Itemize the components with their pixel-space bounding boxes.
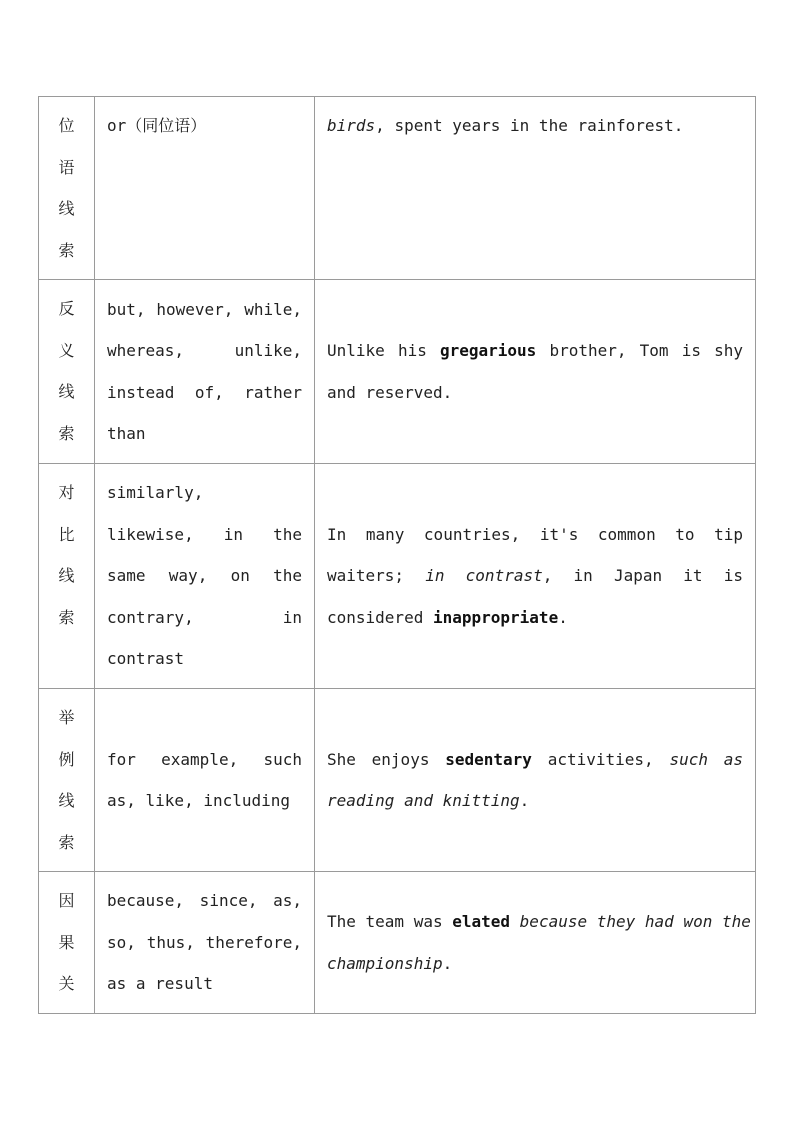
sentence-text: and reserved. (327, 382, 453, 402)
table-row (39, 689, 756, 872)
example-sentence-cell (315, 689, 756, 872)
sentence-text: . (558, 607, 568, 627)
clue-type-char: 反 (58, 299, 75, 318)
table-row (39, 872, 756, 1014)
target-word: gregarious (439, 341, 537, 360)
clue-type-char: 线 (58, 382, 75, 401)
clue-type-char: 索 (58, 240, 75, 260)
clue-phrase: in contrast (425, 566, 543, 586)
sentence-text: Unlike his (327, 341, 440, 360)
clue-type-cell (39, 97, 95, 280)
example-line (327, 105, 743, 147)
example-sentence-cell (315, 464, 756, 689)
clue-phrase: because they had won the (519, 912, 751, 931)
clue-type-char: 因 (58, 891, 75, 910)
example-line (327, 901, 751, 943)
example-line (327, 597, 743, 639)
signal-words-line: likewise, in the (107, 524, 302, 544)
clue-type-char: 义 (58, 340, 75, 360)
clue-type-char: 例 (58, 749, 75, 769)
sentence-text: . (519, 791, 530, 810)
signal-words-cell (95, 464, 315, 689)
target-word: elated (452, 912, 511, 931)
sentence-text: . (442, 953, 453, 973)
context-clues-table (38, 96, 756, 1014)
example-line (327, 555, 743, 597)
signal-words-line: as a result (107, 974, 213, 994)
clue-type-char: 举 (58, 708, 75, 727)
clue-phrase: reading and knitting (327, 791, 520, 810)
table-row (39, 97, 756, 280)
example-line (327, 330, 743, 372)
target-word: inappropriate (432, 607, 559, 627)
signal-words-line: than (107, 424, 146, 443)
signal-words-line: similarly, (107, 483, 204, 503)
example-sentence-cell (315, 872, 756, 1014)
clue-type-char: 索 (58, 423, 75, 443)
sentence-text: , in Japan it is (542, 566, 743, 586)
sentence-text: considered (327, 607, 433, 627)
clue-type-char: 索 (58, 607, 75, 627)
sentence-text: waiters; (327, 566, 426, 586)
example-line (327, 514, 743, 556)
clue-phrase: birds (327, 116, 376, 135)
table-row (39, 464, 756, 689)
signal-words-line: but, however, while, (107, 299, 302, 319)
sentence-text: She enjoys (327, 749, 446, 769)
example-sentence-cell (315, 97, 756, 280)
clue-type-char: 比 (58, 524, 75, 544)
clue-type-cell (39, 280, 95, 464)
signal-words-line: contrary, in (107, 607, 302, 627)
clue-type-cell (39, 464, 95, 689)
target-word: sedentary (445, 749, 532, 769)
table-body (39, 97, 756, 1014)
signal-words-line: whereas, unlike, (107, 341, 302, 360)
signal-words-cell (95, 97, 315, 280)
signal-words-line: so, thus, therefore, (107, 932, 302, 952)
clue-type-char: 索 (58, 832, 75, 852)
clue-type-cell (39, 689, 95, 872)
clue-type-cell (39, 872, 95, 1014)
signal-words-cell (95, 280, 315, 464)
clue-type-char: 语 (58, 157, 75, 177)
signal-words-cell (95, 872, 315, 1014)
clue-type-char: 关 (58, 974, 75, 993)
sentence-text (510, 912, 520, 931)
signal-words-line: or（同位语） (107, 116, 207, 135)
signal-words-cell (95, 689, 315, 872)
example-line (327, 739, 743, 781)
sentence-text: The team was (327, 912, 453, 931)
signal-words-line: instead of, rather (107, 382, 302, 402)
example-line (327, 943, 743, 985)
clue-type-char: 线 (58, 791, 75, 810)
signal-words-line: because, since, as, (107, 891, 302, 911)
signal-words-line: for example, such (107, 749, 302, 769)
signal-words-line: same way, on the (107, 566, 302, 586)
signal-words-line: as, like, including (107, 791, 291, 810)
table-row (39, 280, 756, 464)
clue-type-char: 对 (58, 483, 75, 502)
clue-phrase: such as (669, 749, 743, 769)
clue-type-char: 位 (58, 116, 75, 135)
sentence-text: , spent years in the rainforest. (375, 116, 684, 135)
sentence-text: activities, (531, 749, 670, 769)
clue-phrase: championship (327, 953, 443, 973)
sentence-text: In many countries, it's common to tip (327, 524, 743, 544)
example-line (327, 372, 743, 414)
sentence-text: brother, Tom is shy (536, 341, 743, 360)
clue-type-char: 线 (58, 566, 75, 585)
example-line (327, 780, 743, 822)
example-sentence-cell (315, 280, 756, 464)
clue-type-char: 果 (58, 932, 75, 952)
clue-type-char: 线 (58, 199, 75, 218)
signal-words-line: contrast (107, 649, 185, 669)
